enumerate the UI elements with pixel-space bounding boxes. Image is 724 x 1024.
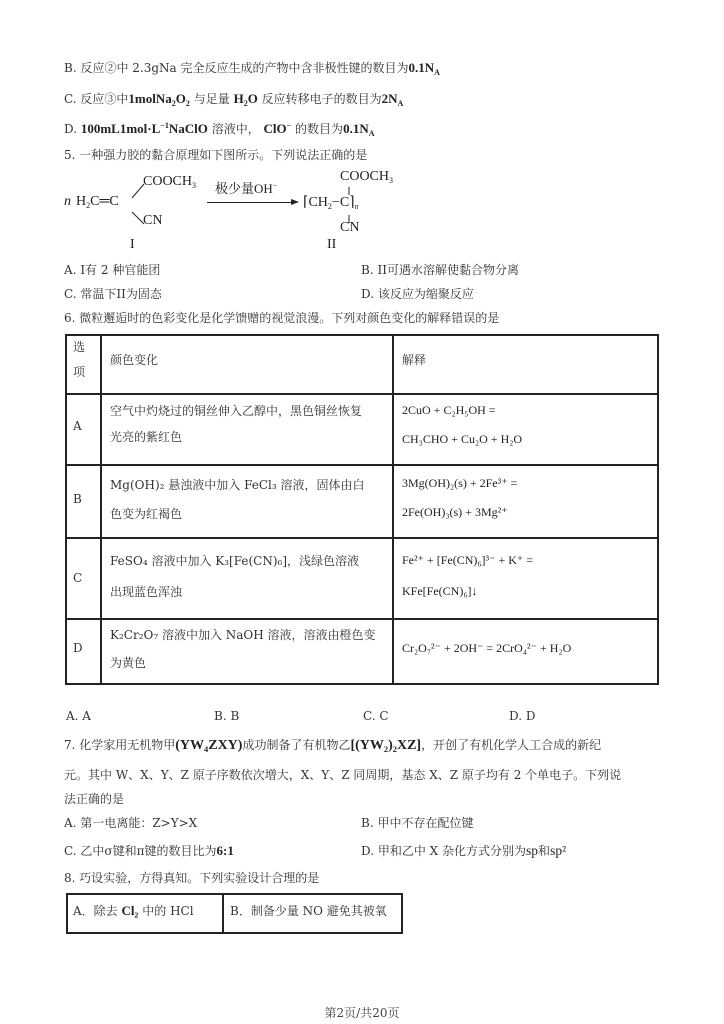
formula: $1molNa_2O_2$ xyxy=(128,91,190,108)
q6-answer-d: D. D xyxy=(509,709,536,723)
reaction-condition: 极少量OH− xyxy=(215,181,278,196)
row-change-line2: 出现蓝色浑浊 xyxy=(110,585,183,599)
q8-cell-a: A．除去 Cl₂ 中的 HCl xyxy=(73,903,194,918)
q7-option-d: D. 甲和乙中 X 杂化方式分别为sp和sp² xyxy=(361,843,567,858)
row-change-line1: FeSO₄ 溶液中加入 K₃[Fe(CN)₆]，浅绿色溶液 xyxy=(110,554,360,568)
row-equation-line2: KFe[Fe(CN)₆]↓ xyxy=(402,584,478,598)
header-explanation: 解释 xyxy=(402,353,427,367)
row-option: B xyxy=(73,492,82,506)
hybrid-2: sp² xyxy=(550,843,567,858)
option-label: C. xyxy=(64,92,77,106)
option-text: 反应③中 xyxy=(80,92,129,106)
q7-option-c: C. 乙中σ键和π键的数目比为6:1 xyxy=(64,843,234,858)
row-equation-line1: Fe²⁺ + [Fe(CN)₆]³⁻ + K⁺ = xyxy=(402,553,534,567)
row-option: D xyxy=(73,641,83,655)
reactant-h2c: $H_2C═C$ xyxy=(76,194,119,210)
q7-stem-line2: 元。其中 W、X、Y、Z 原子序数依次增大，X、Y、Z 同周期，基态 X、Z 原子均有 2 个单电子。下列说 xyxy=(64,768,622,782)
header-color-change: 颜色变化 xyxy=(110,353,159,367)
reactant-label: I xyxy=(130,237,135,252)
reaction-arrow xyxy=(207,202,293,203)
row-divider xyxy=(65,537,659,539)
column-divider xyxy=(100,334,102,685)
row-equation-line1: Cr₂O₇²⁻ + 2OH⁻ = 2CrO₄²⁻ + H₂O xyxy=(402,641,572,655)
product-label: II xyxy=(327,237,337,252)
option-value: $0.1N_A$ xyxy=(343,121,375,138)
row-option: C xyxy=(73,571,83,585)
product-cyano-group: CN xyxy=(340,220,360,235)
option-label: B. xyxy=(64,61,77,75)
row-equation-line1: 3Mg(OH)₂(s) + 2Fe³⁺ = xyxy=(402,476,518,490)
row-change-line2: 色变为红褐色 xyxy=(110,507,183,521)
option-text: 反应②中 2.3gNa 完全反应生成的产物中含非极性键的数目为 xyxy=(80,61,409,75)
option-value: $2N_A$ xyxy=(381,91,404,108)
q7-stem-line3: 法正确的是 xyxy=(64,792,125,806)
row-equation-line2: 2Fe(OH)₃(s) + 3Mg²⁺ xyxy=(402,505,508,519)
row-divider xyxy=(65,393,659,395)
q5-stem: 5. 一种强力胶的黏合原理如下图所示。下列说法正确的是 xyxy=(64,148,368,162)
q7-option-a: A. 第一电离能：Z>Y>X xyxy=(64,816,198,830)
option-label: D. xyxy=(64,122,78,136)
page-number: 第2页/共20页 xyxy=(324,1006,400,1020)
reactant-ester-group: $COOCH_3$ xyxy=(143,174,197,190)
formula: $100mL1mol\cdot L^{-1}NaClO$ xyxy=(80,121,208,136)
q5-option-d: D. 该反应为缩聚反应 xyxy=(361,287,474,301)
option-value: $0.1N_A$ xyxy=(408,60,440,77)
row-change-line1: 空气中灼烧过的铜丝伸入乙醇中，黑色铜丝恢复 xyxy=(110,404,363,418)
bond-icon: − xyxy=(331,195,340,210)
row-equation-line1: 2CuO + C₂H₅OH = xyxy=(402,403,496,417)
bracket-close-icon: ⌉ xyxy=(349,195,355,210)
product-chain: $⌈CH_2-C⌉_n$ xyxy=(303,195,359,211)
header-option-2: 项 xyxy=(73,365,86,379)
q4-option-b xyxy=(64,60,440,76)
product-ester-group: $COOCH_3$ xyxy=(340,169,394,185)
compound-jia: (YW₄ZXY) xyxy=(175,738,243,753)
q8-stem: 8. 巧设实验，方得真知。下列实验设计合理的是 xyxy=(64,871,320,885)
ion: ClO− xyxy=(263,121,292,136)
q5-option-b: B. II可遇水溶解使黏合物分离 xyxy=(361,263,519,277)
compound-yi: [(YW₂)₂XZ] xyxy=(350,738,422,753)
q4-option-d: D. $100mL1mol\cdot L^{-1}NaClO$ 溶液中， ClO− 的数目为$0.1N_A$ xyxy=(64,121,375,138)
header-option-1: 选 xyxy=(73,340,86,354)
row-divider xyxy=(65,464,659,466)
row-change-line2: 为黄色 xyxy=(110,656,147,670)
q5-option-c: C. 常温下II为固态 xyxy=(64,287,162,301)
column-divider xyxy=(222,893,224,934)
row-divider xyxy=(65,618,659,620)
row-change-line1: Mg(OH)₂ 悬浊液中加入 FeCl₃ 溶液，固体由白 xyxy=(110,478,365,492)
bracket-open-icon: ⌈ xyxy=(303,195,309,210)
q6-stem: 6. 微粒邂逅时的色彩变化是化学馈赠的视觉浪漫。下列对颜色变化的解释错误的是 xyxy=(64,311,500,325)
reactant-cyano-group: CN xyxy=(143,213,163,228)
q6-answer-c: C. C xyxy=(363,709,389,723)
hybrid-1: sp xyxy=(526,843,539,858)
row-option: A xyxy=(73,419,82,433)
row-equation-line2: CH₃CHO + Cu₂O + H₂O xyxy=(402,432,523,446)
reactant-n: n xyxy=(64,194,71,209)
q4-option-c: C. 反应③中$1molNa_2O_2$ 与足量 $H_2O$ 反应转移电子的数目为$2N_A$ xyxy=(64,91,404,108)
ratio-value: 6:1 xyxy=(216,843,234,858)
q5-option-a: A. I有 2 种官能团 xyxy=(64,263,161,277)
q7-stem-line1: 7. 化学家用无机物甲(YW₄ZXY)成功制备了有机物乙[(YW₂)₂XZ]，开创了有机化学人工合成的新纪 xyxy=(64,738,602,753)
q8-cell-b: B．制备少量 NO 避免其被氧 xyxy=(230,904,387,918)
formula: $H_2O$ xyxy=(233,91,258,108)
q7-option-b: B. 甲中不存在配位键 xyxy=(361,816,474,830)
arrow-head-icon xyxy=(291,199,299,205)
row-change-line1: K₂Cr₂O₇ 溶液中加入 NaOH 溶液，溶液由橙色变 xyxy=(110,628,376,642)
column-divider xyxy=(392,334,394,685)
row-change-line2: 光亮的紫红色 xyxy=(110,430,183,444)
q6-answer-b: B. B xyxy=(214,709,240,723)
q6-answer-a: A. A xyxy=(66,709,91,723)
